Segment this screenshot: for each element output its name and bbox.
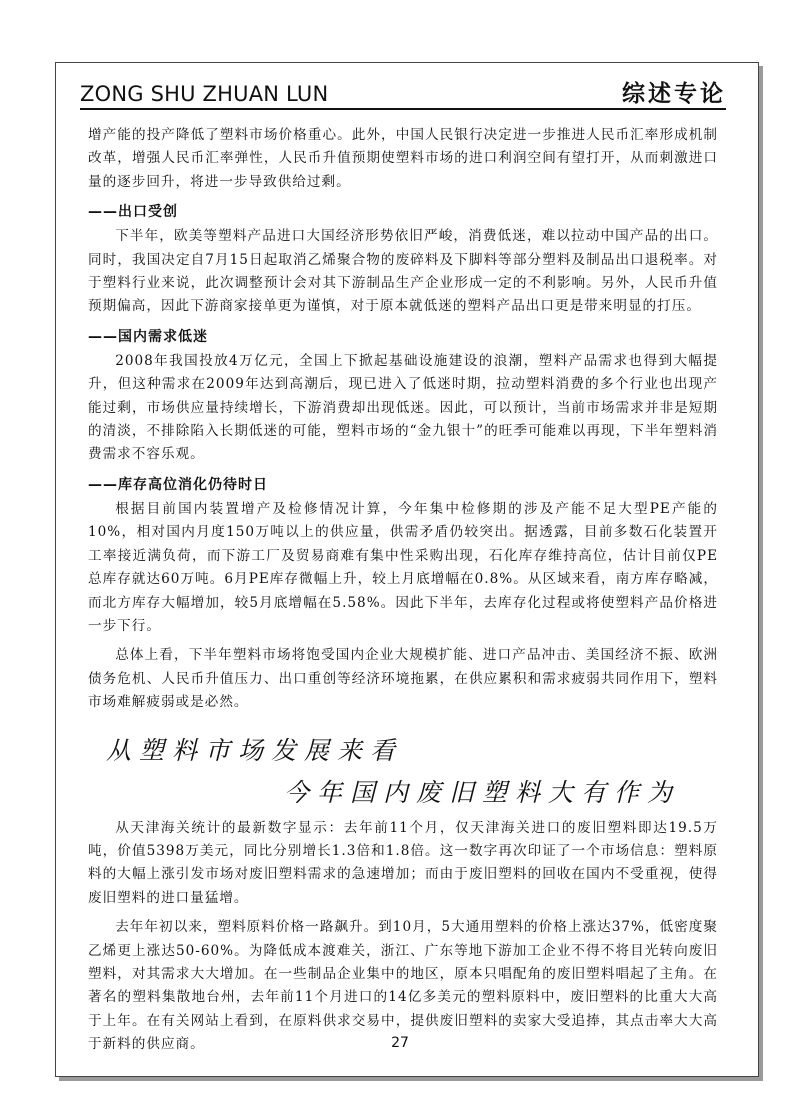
paragraph-tianjin-customs: 从天津海关统计的最新数字显示：去年前11个月，仅天津海关进口的废旧塑料即达19.5万吨，价值5398万美元，同比分别增长1.3倍和1.8倍。这一数字再次印证了一个市场信息：塑料原料的大幅上涨引发市场对废旧塑料需求的急速增加；而由于废旧塑料的回收在国内不受重视，使得废旧塑料的进口量猛增。 [88,819,718,906]
article-body [88,124,718,1057]
paragraph-price-surge: 去年年初以来，塑料原料价格一路飙升。到10月，5大通用塑料的价格上涨达37%，低密度聚乙烯更上涨达50-60%。为降低成本渡难关，浙江、广东等地下游加工企业不得不将目光转向废旧塑料，对其需求大大增加。在一些制品企业集中的地区，原本只唱配角的废旧塑料唱起了主角。在著名的塑料集散地台州，去年前11个月进口的14亿多美元的塑料原料中，废旧塑料的比重大大高于上年。在有关网站上看到，在原料供求交易中，提供废旧塑料的卖家大受追捧，其点击率大大高于新料的供应商。 [88,919,718,1053]
paragraph-domestic-demand: 2008年我国投放4万亿元，全国上下掀起基础设施建设的浪潮，塑料产品需求也得到大幅提升，但这种需求在2009年达到高潮后，现已进入了低迷时期，拉动塑料消费的多个行业也出现产能过剩，市场供应量持续增长，下游消费却出现低迷。因此，可以预计，当前市场需求并非是短期的清淡，不排除陷入长期低迷的可能，塑料市场的“金九银十”的旺季可能难以再现，下半年塑料消费需求不容乐观。 [88,352,718,463]
section-heading-export: ——出口受创 [88,204,178,221]
paragraph-export: 下半年，欧美等塑料产品进口大国经济形势依旧严峻，消费低迷，难以拉动中国产品的出口。同时，我国决定自7月15日起取消乙烯聚合物的废碎料及下脚料等部分塑料及制品出口退税率。对于塑料行业来说，此次调整预计会对其下游制品生产企业形成一定的不利影响。另外，人民币升值预期偏高，因此下游商家接单更为谨慎，对于原本就低迷的塑料产品出口更是带来明显的打压。 [88,228,718,315]
paragraph-continued: 增产能的投产降低了塑料市场价格重心。此外，中国人民银行决定进一步推进人民币汇率形成机制改革，增强人民币汇率弹性，人民币升值预期使塑料市场的进口利润空间有望打开，从而刺激进口量的逐步回升，将进一步导致供给过剩。 [88,127,718,190]
header-rule [80,108,726,110]
section-heading-domestic-demand: ——国内需求低迷 [88,328,208,345]
header-pinyin: ZONG SHU ZHUAN LUN [80,82,329,106]
running-header [80,76,730,108]
paragraph-summary: 总体上看，下半年塑料市场将饱受国内企业大规模扩能、进口产品冲击、美国经济不振、欧洲债务危机、人民币升值压力、出口重创等经济环境拖累，在供应累积和需求疲弱共同作用下，塑料市场难解疲弱或是必然。 [88,647,718,711]
article-title [88,721,718,817]
article-title-line2: 今年国内废旧塑料大有作为 [284,777,681,807]
article-title-line1: 从塑料市场发展来看 [106,735,404,765]
section-heading-inventory: ——库存高位消化仍待时日 [88,476,268,493]
paragraph-inventory: 根据目前国内装置增产及检修情况计算，今年集中检修期的涉及产能不足大型PE产能的10%，相对国内月度150万吨以上的供应量，供需矛盾仍较突出。据透露，目前多数石化装置开工率接近满负荷，而下游工厂及贸易商难有集中性采购出现，石化库存维持高位，估计目前仅PE总库存就达60万吨。6月PE库存微幅上升，较上月底增幅在0.8%。从区域来看，南方库存略减，而北方库存大幅增加，较5月底增幅在5.58%。因此下半年，去库存化过程或将使塑料产品价格进一步下行。 [88,500,718,634]
header-section-title: 综述专论 [622,81,726,107]
page-number: 27 [391,1035,409,1051]
